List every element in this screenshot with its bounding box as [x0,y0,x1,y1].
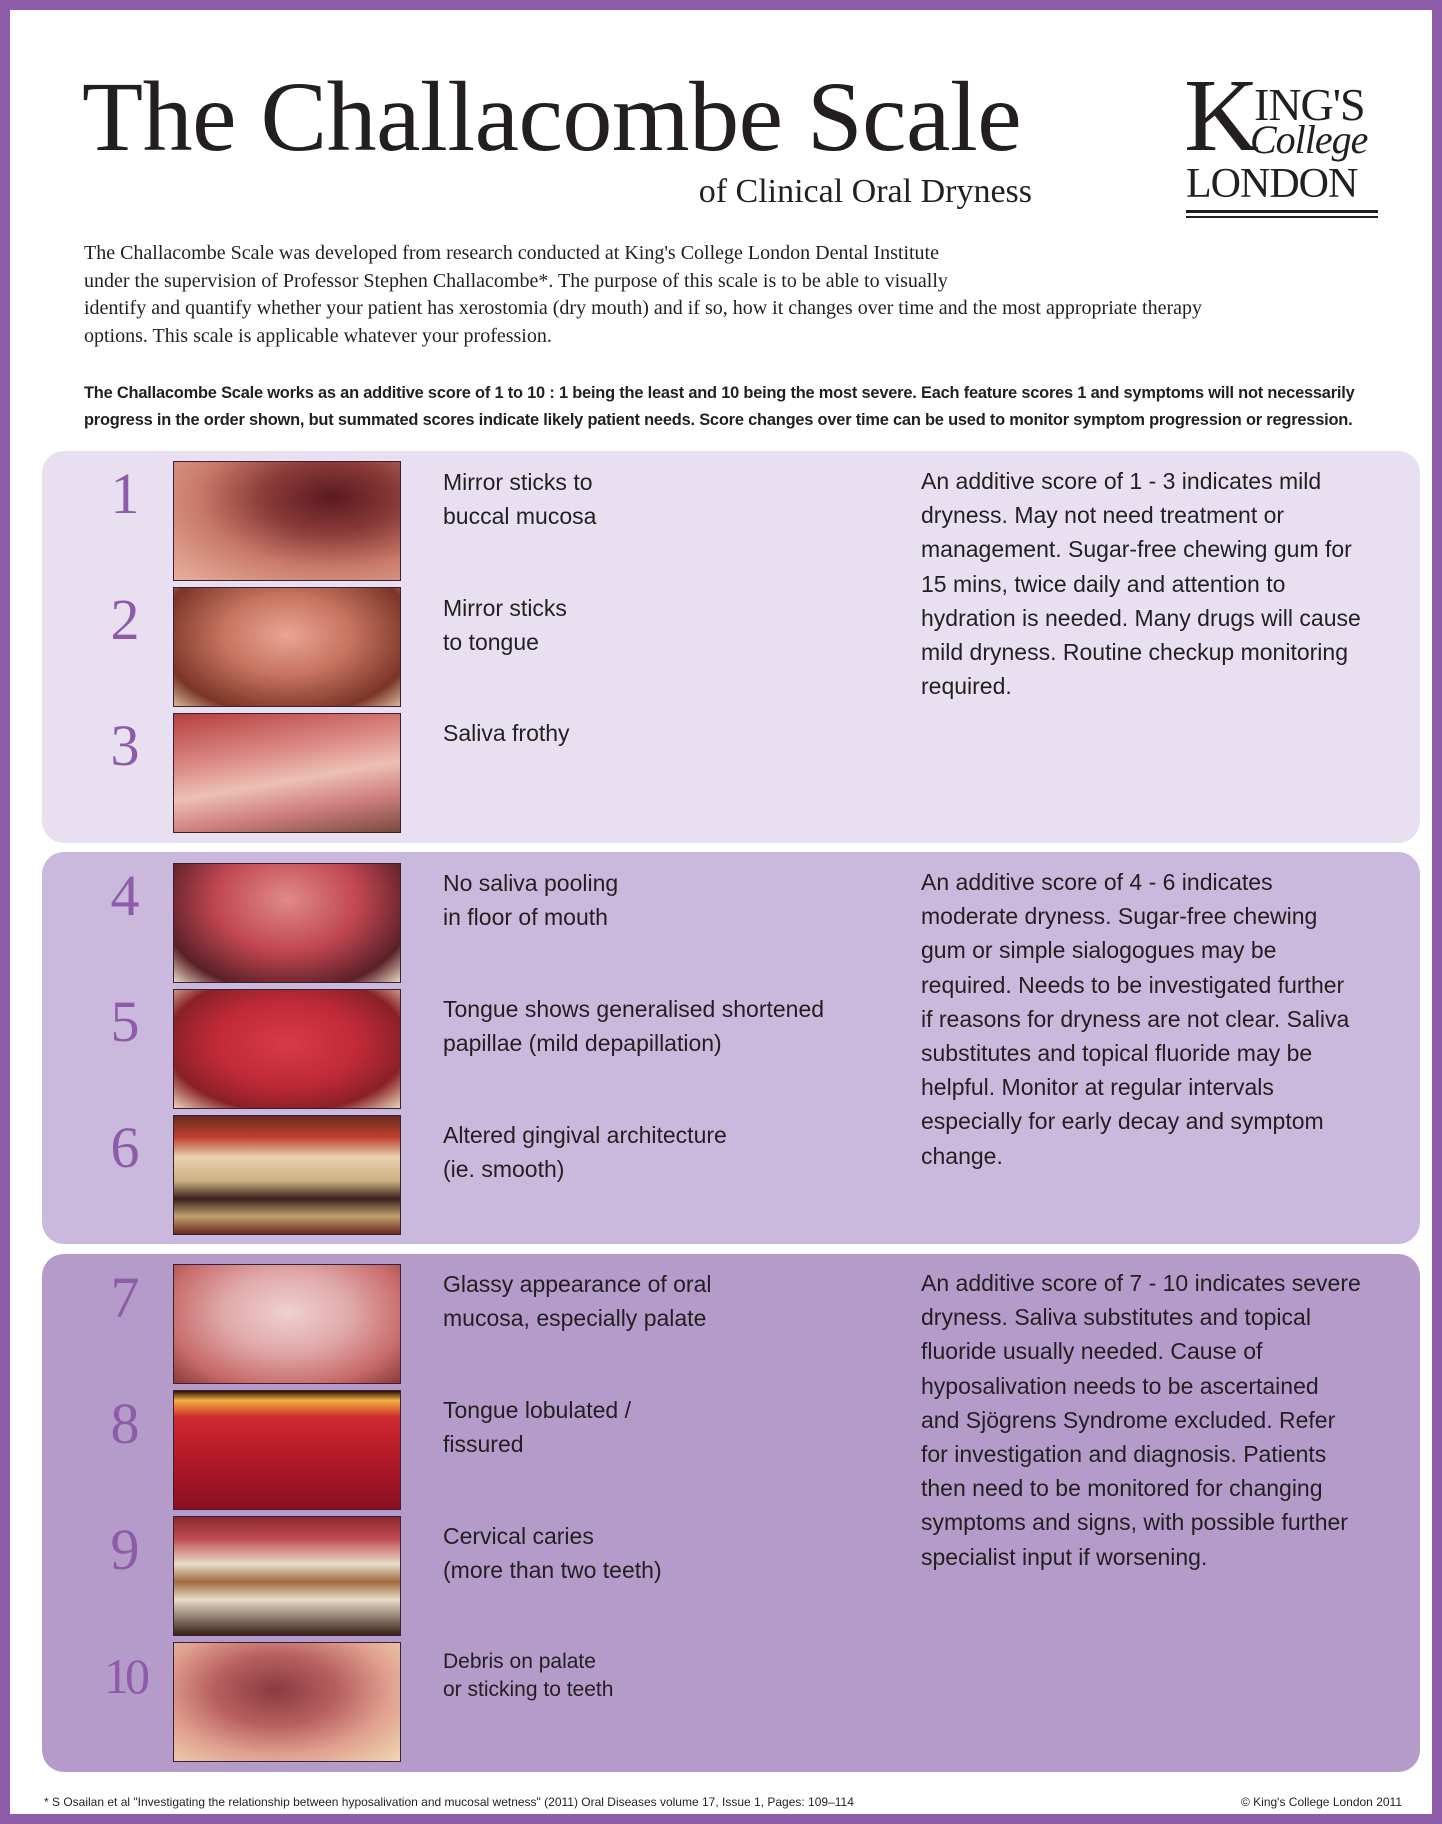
logo-rule [1186,210,1378,213]
feature-text: Altered gingival architecture (ie. smooth) [443,1122,727,1182]
summary-mild: An additive score of 1 - 3 indicates mild dryness. May not need treatment or management. Sugar-free chewing gum for 15 mins, twice daily and attention to hydration is needed. Many drugs will cause mild dryness. Routine checkup monitoring required. [921,468,1361,700]
page-subtitle: of Clinical Oral Dryness [698,173,1032,210]
feature-number: 7 [110,1265,140,1330]
feature-text: Tongue shows generalised shortened papillae (mild depapillation) [443,996,825,1056]
note-line: The Challacombe Scale works as an additive score of 1 to 10 : 1 being the least and 10 being the most severe. Each feature scores 1 and symptoms will not necessarily [84,384,1355,402]
photo-saliva-frothy [173,713,401,833]
feature-text: Mirror sticks to buccal mucosa [443,469,597,529]
logo-london: LONDON [1186,161,1358,207]
intro-line: identify and quantify whether your patient has xerostomia (dry mouth) and if so, how it changes over time and the most appropriate therapy [84,297,1203,319]
photo-tongue-papillae [173,989,401,1109]
feature-number: 5 [110,989,140,1054]
scoring-note [84,380,1384,434]
feature-number: 3 [110,713,140,778]
feature-number: 6 [110,1115,140,1180]
feature-text: No saliva pooling in floor of mouth [443,870,619,930]
summary-severe: An additive score of 7 - 10 indicates severe dryness. Saliva substitutes and topical fluoride usually needed. Cause of hyposalivation needs to be ascertained and Sjögrens Syndrome excluded. Refer for investigation and diagnosis. Patients then need to be monitored for changing symptoms and signs, with possible further specialist input if worsening. [921,1270,1361,1570]
kings-college-logo [1184,58,1380,218]
photo-palate-debris [173,1642,401,1762]
feature-number: 10 [104,1648,146,1704]
intro-paragraph [84,240,1384,350]
page-title: The Challacombe Scale [82,61,1022,172]
photo-gingival [173,1115,401,1235]
photo-glassy-palate [173,1264,401,1384]
photo-fissured-tongue [173,1390,401,1510]
feature-text: Cervical caries (more than two teeth) [443,1523,662,1583]
feature-number: 1 [110,461,140,526]
feature-number: 9 [110,1517,140,1582]
feature-number: 4 [110,863,140,928]
feature-text: Saliva frothy [443,720,570,746]
intro-line: The Challacombe Scale was developed from research conducted at King's College London Dental Institute [84,242,939,264]
note-line: progress in the order shown, but summated scores indicate likely patient needs. Score changes over time can be used to monitor symptom progression or regression. [84,411,1353,429]
photo-cervical-caries [173,1516,401,1636]
feature-text: Debris on palate or sticking to teeth [443,1650,614,1701]
photo-mirror-buccal [173,461,401,581]
intro-line: options. This scale is applicable whatever your profession. [84,324,552,347]
copyright: © King's College London 2011 [1240,1795,1402,1809]
reference-footnote: * S Osailan et al "Investigating the relationship between hyposalivation and mucosal wetness" (2011) Oral Diseases volume 17, Issue 1, Pages: 109–114 [44,1795,854,1809]
feature-text: Glassy appearance of oral mucosa, especially palate [443,1271,712,1331]
photo-floor-of-mouth [173,863,401,983]
intro-line: under the supervision of Professor Stephen Challacombe*. The purpose of this scale is to be able to visually [84,269,948,292]
logo-kings: ING'S [1254,79,1365,130]
feature-text: Mirror sticks to tongue [443,595,567,655]
photo-mirror-tongue [173,587,401,707]
logo-rule [1186,216,1378,218]
feature-text: Tongue lobulated / fissured [443,1397,631,1457]
logo-college: College [1250,117,1368,162]
summary-moderate: An additive score of 4 - 6 indicates moderate dryness. Sugar-free chewing gum or simple sialogogues may be required. Needs to be investigated further if reasons for dryness are not clear. Saliva substitutes and topical fluoride may be helpful. Monitor at regular intervals especially for early decay and symptom change. [921,869,1350,1169]
logo-k: K [1184,58,1260,173]
feature-number: 2 [110,587,140,652]
feature-number: 8 [110,1391,140,1456]
